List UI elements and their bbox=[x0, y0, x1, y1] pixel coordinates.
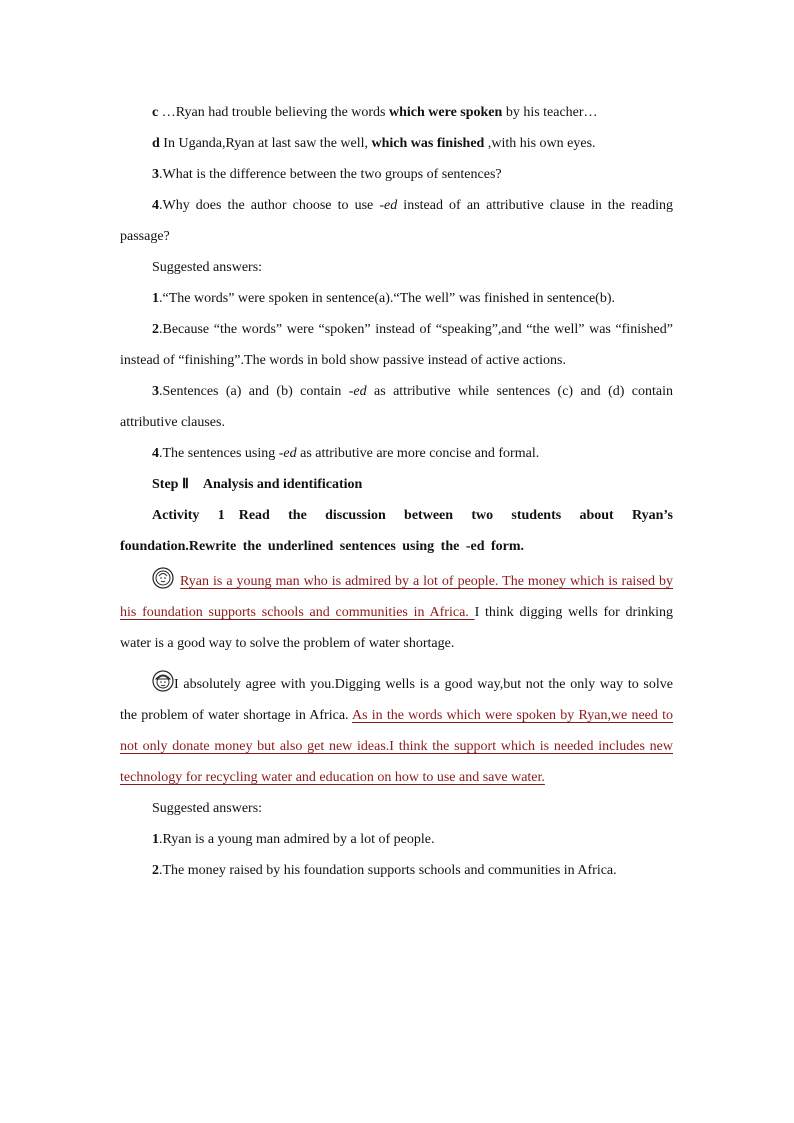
suggested-answers-label: Suggested answers: bbox=[152, 260, 263, 275]
question-4: 4.Why does the author choose to use -ed instead of an attributive clause in the reading passage? bbox=[120, 198, 673, 244]
underlined-sentence-1: Ryan is a young man who is admired by a lot of people. The money which is raised by his foundation supports schools and communities in Africa. bbox=[120, 574, 673, 620]
document-page bbox=[120, 97, 673, 886]
question-3: 3.What is the difference between the two groups of sentences? bbox=[152, 167, 502, 182]
answer-3: 3.Sentences (a) and (b) contain -ed as attributive while sentences (c) and (d) contain attributive clauses. bbox=[120, 384, 673, 430]
student-avatar-icon bbox=[152, 670, 174, 692]
underlined-sentence-2: As in the words which were spoken by Ryan,we need to not only donate money but also get new ideas.I think the support which is needed includes new technology for recycling water and education on how to use and save water. bbox=[120, 708, 673, 785]
answer-2-1: 1.Ryan is a young man admired by a lot of people. bbox=[152, 832, 435, 847]
step-2-heading: Step Ⅱ Analysis and identification bbox=[152, 477, 363, 492]
answer-2-2: 2.The money raised by his foundation supports schools and communities in Africa. bbox=[152, 863, 617, 878]
sentence-c-label: c bbox=[152, 105, 159, 120]
answer-2: 2.Because “the words” were “spoken” instead of “speaking”,and “the well” was “finished” instead of “finishing”.The words in bold show passive instead of active actions. bbox=[120, 322, 673, 368]
activity-1-heading: Activity 1 Read the discussion between two students about Ryan’s foundation.Rewrite the underlined sentences using the -ed form. bbox=[120, 508, 673, 554]
suggested-answers-label-2: Suggested answers: bbox=[152, 801, 263, 816]
answer-4: 4.The sentences using -ed as attributive are more concise and formal. bbox=[152, 446, 540, 461]
answer-1: 1.“The words” were spoken in sentence(a).“The well” was finished in sentence(b). bbox=[152, 291, 615, 306]
student-avatar-icon bbox=[152, 567, 174, 589]
dialogue-speaker-1: Ryan is a young man who is admired by a lot of people. The money which is raised by his foundation supports schools and communities in Africa. I think digging wells for drinking water is a good way to solve the problem of water shortage. bbox=[120, 566, 673, 659]
sentence-c: c …Ryan had trouble believing the words which were spoken by his teacher… bbox=[152, 105, 598, 120]
sentence-d: d In Uganda,Ryan at last saw the well, which was finished ,with his own eyes. bbox=[152, 136, 596, 151]
sentence-d-label: d bbox=[152, 136, 160, 151]
dialogue-speaker-2: I absolutely agree with you.Digging wells is a good way,but not the only way to solve the problem of water shortage in Africa. As in the words which were spoken by Ryan,we need to not only donate money but also get new ideas.I think the support which is needed includes new technology for recycling water and education on how to use and save water. bbox=[120, 669, 673, 793]
